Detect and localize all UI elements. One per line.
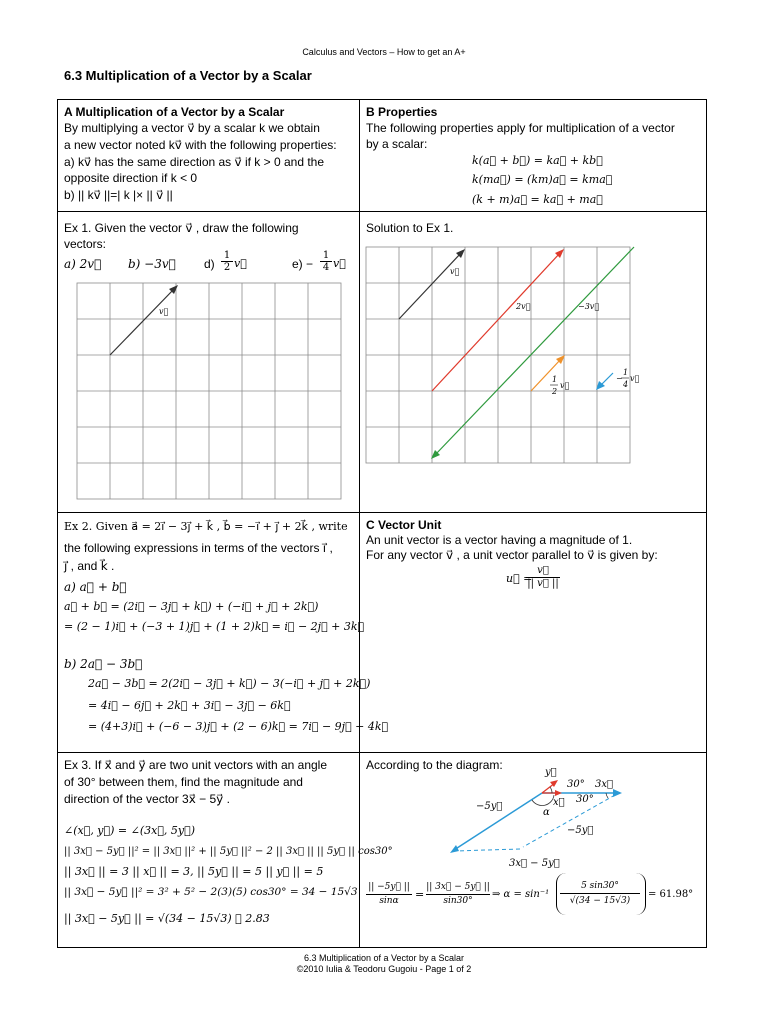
ex1-item-a: a) 2v⃗ [64, 257, 102, 271]
fraction-denominator: sin30° [443, 896, 473, 906]
sol1-grid [366, 247, 630, 463]
label-minus-5y-right: −5y⃗ [567, 825, 594, 836]
unit-vector-fraction [526, 565, 560, 590]
cell-properties [360, 100, 707, 212]
triangle-diagram [360, 753, 707, 948]
angle-arc-30 [550, 787, 552, 793]
ex3-magnitudes: || 3x⃗ || = 3 || x⃗ || = 3, || 5y⃗ || = 5 || y⃗ || = 5 [64, 865, 324, 878]
cell-c-line1: An unit vector is a vector having a magnitude of 1. [366, 533, 633, 547]
property-associative: k(ma⃗) = (km)a⃗ = kma⃗ [472, 173, 613, 186]
ex1-item-d-label: d) [204, 257, 215, 271]
fraction-denominator: sinα [379, 896, 399, 906]
cell-b-line2: by a scalar: [366, 137, 428, 151]
cell-b-line1: The following properties apply for multiplication of a vector [366, 121, 675, 135]
page-footer [0, 953, 768, 975]
ex3-line3: direction of the vector 3x⃗ − 5y⃗ . [64, 792, 230, 806]
vector-minus-5y-shifted [523, 795, 615, 847]
sol1-quarter-den: 4 [623, 380, 629, 389]
label-x: x⃗ [553, 797, 565, 808]
ex1-line1: Ex 1. Given the vector v⃗ , draw the following [64, 221, 299, 235]
sine-law-fraction-1 [366, 881, 412, 908]
ex1-item-b: b) −3v⃗ [128, 257, 176, 271]
ex2-part-a: a) a⃗ + b⃗ [64, 580, 127, 594]
sol1-vector-minus3v-label: −3v⃗ [578, 302, 600, 311]
fraction-denominator: √(34 − 15√3) [569, 896, 631, 906]
cell-a-line2: a new vector noted kv⃗ with the following properties: [64, 138, 337, 152]
label-3x: 3x⃗ [595, 779, 614, 790]
label-y: y⃗ [545, 767, 557, 778]
page-header: Calculus and Vectors – How to get an A+ [302, 47, 466, 57]
footer-line1: 6.3 Multiplication of a Vector by a Scalar [303, 953, 465, 963]
equals-sign: = [415, 888, 425, 901]
vector-3x-minus-5y [454, 849, 520, 851]
cell-multiplication [58, 100, 360, 212]
ex2-line2: the following expressions in terms of the vectors i⃗ , [64, 541, 333, 555]
ex2-part-a-step1: a⃗ + b⃗ = (2i⃗ − 3j⃗ + k⃗) + (−i⃗ + j⃗ + 2k⃗) [64, 600, 319, 613]
arrowhead-icon [450, 845, 459, 853]
ex1-grid-figure [58, 212, 360, 513]
ex3-angle-equality: ∠(x⃗, y⃗) = ∠(3x⃗, 5y⃗) [64, 824, 196, 837]
arcsin-fraction [560, 879, 640, 908]
cell-a-title: A Multiplication of a Vector by a Scalar [64, 105, 285, 119]
ex3-line2: of 30° between them, find the magnitude and [64, 775, 303, 789]
ex2-part-b: b) 2a⃗ − 3b⃗ [64, 657, 143, 671]
label-30-top: 30° [567, 779, 585, 790]
label-alpha: α [543, 807, 550, 818]
ex2-line3: j⃗ , and k⃗ . [64, 559, 115, 573]
arrowhead-icon [555, 790, 562, 796]
ex1-line2: vectors: [64, 237, 107, 251]
sol1-vector-v [399, 253, 461, 319]
sol1-quarter-sign: − [616, 374, 623, 383]
fraction-numerator: 5 sin30° [560, 879, 640, 894]
cell-c-line2: For any vector v⃗ , a unit vector parallel to v⃗ is given by: [366, 548, 658, 562]
sol1-vector-2v-label: 2v⃗ [516, 302, 531, 311]
cell-b-title: B Properties [366, 105, 438, 119]
cell-solution-1 [360, 212, 707, 513]
fraction-denominator: 2 [223, 262, 231, 273]
fraction-numerator: 1 [320, 250, 332, 262]
ex1-item-d-vector: v⃗ [234, 257, 247, 270]
ex1-vector-v [110, 289, 174, 355]
sine-law-fraction-2 [426, 881, 490, 908]
cell-example-2 [58, 513, 389, 753]
ex3-cosine-law: || 3x⃗ − 5y⃗ ||² = || 3x⃗ ||² + || 5y⃗ ||² − 2 || 3x⃗ || || 5y⃗ || cos30° [64, 846, 393, 857]
ex2-part-a-step2: = (2 − 1)i⃗ + (−3 + 1)j⃗ + (1 + 2)k⃗ = i⃗ − 2j⃗ + 3k⃗ [64, 620, 365, 633]
property-distributive: k(a⃗ + b⃗) = ka⃗ + kb⃗ [472, 154, 603, 167]
section-title: 6.3 Multiplication of a Vector by a Scalar [64, 68, 312, 83]
cell-vector-unit [360, 513, 707, 753]
fraction-numerator: || −5y⃗ || [366, 881, 412, 895]
label-minus-5y-left: −5y⃗ [476, 801, 503, 812]
ex1-grid [77, 283, 341, 499]
ex1-item-e-label: e) − [292, 257, 314, 271]
ex3-line1: Ex 3. If x⃗ and y⃗ are two unit vectors with an angle [64, 758, 328, 772]
ex1-vector-v-label: v⃗ [159, 307, 169, 316]
property-scalar-sum: (k + m)a⃗ = ka⃗ + ma⃗ [472, 193, 603, 206]
cell-diagram [360, 753, 707, 948]
sol1-title: Solution to Ex 1. [366, 221, 454, 235]
fraction-numerator: 1 [221, 250, 233, 262]
arcsin-expression: ⇒ α = sin⁻¹ [492, 889, 550, 900]
cell-a-line4: opposite direction if k < 0 [64, 171, 198, 185]
sol1-half-vector: v⃗ [560, 381, 570, 390]
content-table [57, 99, 707, 948]
sol1-quarter-num: 1 [623, 368, 629, 377]
sol1-grid-figure [360, 212, 707, 513]
diagram-title: According to the diagram: [366, 758, 503, 772]
sol1-half-num: 1 [552, 375, 558, 384]
unit-vector-lhs: u⃗ = [506, 572, 533, 585]
ex2-line1: Ex 2. Given a⃗ = 2i⃗ − 3j⃗ + k⃗ , b⃗ = −i⃗ + j⃗ + 2k⃗ , write [64, 520, 348, 533]
cell-example-1 [58, 212, 360, 513]
cell-a-line1: By multiplying a vector v⃗ by a scalar k we obtain [64, 121, 320, 135]
footer-line2: ©2010 Iulia & Teodoru Gugoiu - Page 1 of 2 [296, 964, 472, 974]
cell-c-title: C Vector Unit [366, 518, 442, 532]
sol1-quarter-vector: v⃗ [630, 374, 640, 383]
cell-a-line5: b) || kv⃗ ||=| k |× || v⃗ || [64, 188, 173, 202]
sol1-vector-v-label: v⃗ [450, 267, 460, 276]
ex3-result: || 3x⃗ − 5y⃗ || = √(34 − 15√3) ≅ 2.83 [64, 912, 270, 925]
sol1-half-den: 2 [552, 387, 558, 396]
ex1-item-e-vector: v⃗ [333, 257, 346, 270]
label-resultant: 3x⃗ − 5y⃗ [509, 858, 560, 869]
fraction-denominator: || v⃗ || [527, 578, 559, 589]
fraction-numerator: v⃗ [526, 565, 560, 578]
label-30-right: 30° [576, 794, 594, 805]
ex2-part-b-step1: 2a⃗ − 3b⃗ = 2(2i⃗ − 3j⃗ + k⃗) − 3(−i⃗ + j⃗ + 2k⃗) [88, 677, 371, 690]
angle-result: = 61.98° [648, 889, 694, 900]
fraction-numerator: || 3x⃗ − 5y⃗ || [426, 881, 490, 895]
ex2-part-b-step2: = 4i⃗ − 6j⃗ + 2k⃗ + 3i⃗ − 3j⃗ − 6k⃗ [88, 699, 291, 712]
ex2-part-b-step3: = (4+3)i⃗ + (−6 − 3)j⃗ + (2 − 6)k⃗ = 7i⃗ − 9j⃗ − 4k⃗ [88, 720, 389, 733]
fraction-denominator: 4 [322, 262, 330, 273]
cell-a-line3: a) kv⃗ has the same direction as v⃗ if k > 0 and the [64, 155, 325, 169]
ex3-substitution: || 3x⃗ − 5y⃗ ||² = 3² + 5² − 2(3)(5) cos30° = 34 − 15√3 [64, 886, 358, 898]
